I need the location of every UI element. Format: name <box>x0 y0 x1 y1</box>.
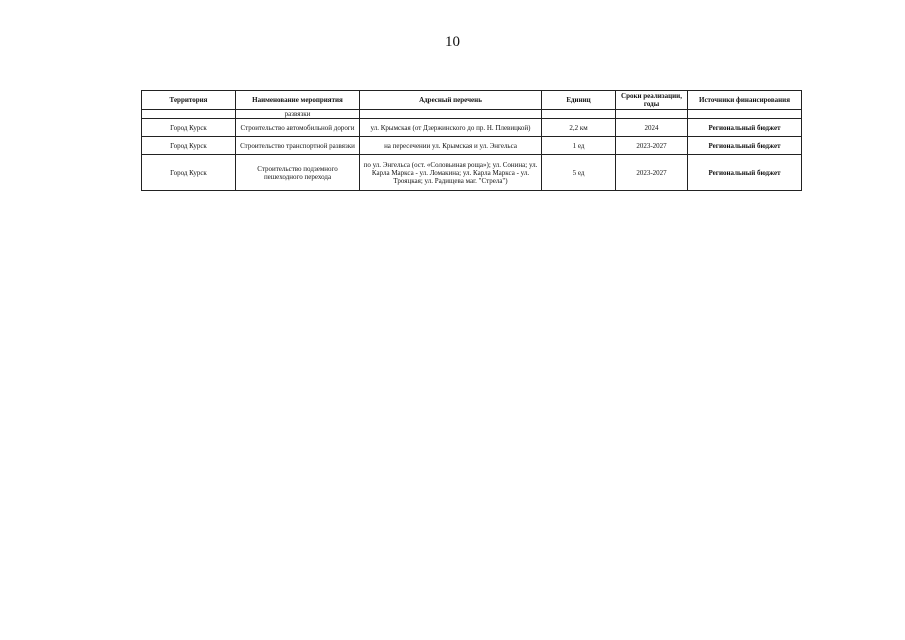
units-cell: 2,2 км <box>542 119 616 137</box>
address-cell: ул. Крымская (от Дзержинского до пр. Н. Плевицкой) <box>360 119 542 137</box>
funding-cell: Региональный бюджет <box>688 137 802 155</box>
measure-cell: Строительство транспортной развязки <box>236 137 360 155</box>
funding-cell: Региональный бюджет <box>688 119 802 137</box>
measure-cell: развязки <box>236 110 360 119</box>
units-cell: 1 ед <box>542 137 616 155</box>
address-cell: по ул. Энгельса (ост. «Соловьиная роща»); ул. Сонина; ул. Карла Маркса - ул. Ломакина; ул. Карла Маркса - ул. Трояцкая; ул. Радищева маг. "Стрела") <box>360 155 542 191</box>
measure-cell: Строительство автомобильной дороги <box>236 119 360 137</box>
table-row <box>142 110 802 119</box>
table-row <box>142 137 802 155</box>
measures-table <box>141 90 802 191</box>
territory-cell: Город Курск <box>142 119 236 137</box>
timeline-cell <box>616 110 688 119</box>
header-timeline: Сроки реализации, годы <box>616 91 688 110</box>
table-header-row <box>142 91 802 110</box>
timeline-cell: 2023-2027 <box>616 155 688 191</box>
page-number: 10 <box>445 34 460 50</box>
units-cell <box>542 110 616 119</box>
header-measure: Наименование мероприятия <box>236 91 360 110</box>
funding-cell: Региональный бюджет <box>688 155 802 191</box>
timeline-cell: 2023-2027 <box>616 137 688 155</box>
address-cell: на пересечении ул. Крымская и ул. Энгельса <box>360 137 542 155</box>
territory-cell <box>142 110 236 119</box>
table-row <box>142 119 802 137</box>
units-cell: 5 ед <box>542 155 616 191</box>
funding-cell <box>688 110 802 119</box>
header-units: Единиц <box>542 91 616 110</box>
address-cell <box>360 110 542 119</box>
header-address: Адресный перечень <box>360 91 542 110</box>
territory-cell: Город Курск <box>142 137 236 155</box>
header-territory: Территория <box>142 91 236 110</box>
timeline-cell: 2024 <box>616 119 688 137</box>
table-row <box>142 155 802 191</box>
measure-cell: Строительство подземного пешеходного перехода <box>236 155 360 191</box>
header-funding: Источники финансирования <box>688 91 802 110</box>
territory-cell: Город Курск <box>142 155 236 191</box>
